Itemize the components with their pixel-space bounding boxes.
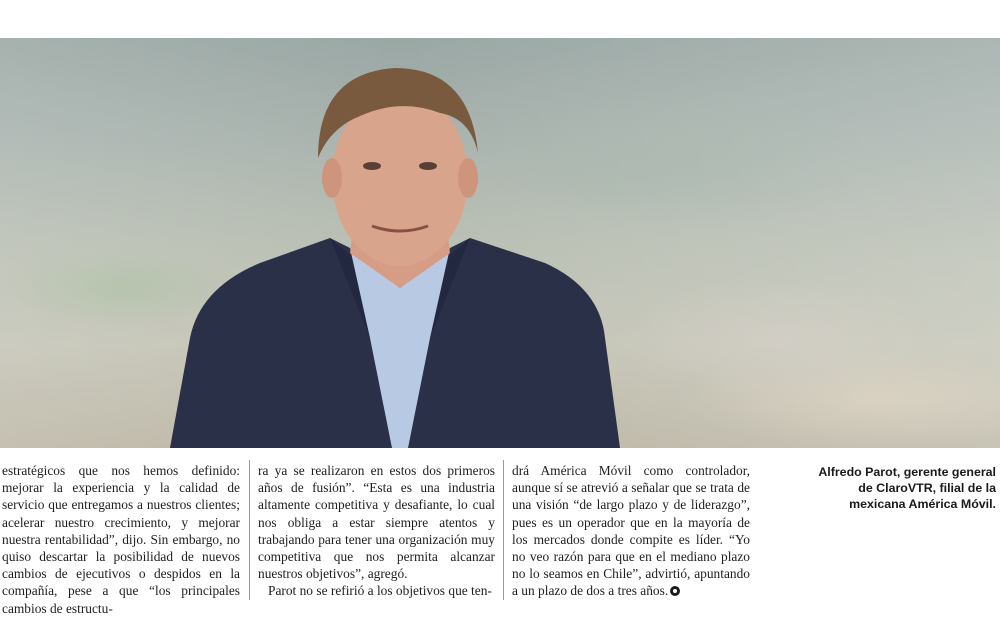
column-divider bbox=[249, 460, 250, 600]
article-column-2 bbox=[258, 462, 495, 600]
photo-caption: Alfredo Parot, gerente general de ClaroVTR, filial de la mexicana América Móvil. bbox=[818, 465, 996, 511]
article-column-1 bbox=[2, 462, 240, 617]
portrait-illustration bbox=[0, 38, 1000, 448]
end-of-article-icon bbox=[670, 586, 680, 596]
column-2-paragraph-1: ra ya se realizaron en estos dos primeros años de fusión”. “Esta es una industria altamente competitiva y desafiante, lo cual nos obliga a estar siempre atentos y trabajando para tener una organización muy competitiva que nos permita alcanzar nuestros objetivos”, agregó. bbox=[258, 463, 495, 582]
column-2-paragraph-2: Parot no se refirió a los objetivos que ten- bbox=[268, 583, 492, 599]
column-1-text: estratégicos que nos hemos definido: mejorar la experiencia y la calidad de servicio que entregamos a nuestros clientes; acelerar nuestro crecimiento, y mejorar nuestra rentabilidad”, dijo. Sin embargo, no quiso descartar la posibilidad de nuevos cambios de ejecutivos o despidos en la compañía, pese a que “los principales cambios de estructu- bbox=[2, 463, 240, 616]
article-photo bbox=[0, 38, 1000, 448]
article-column-3 bbox=[512, 462, 750, 600]
column-divider bbox=[503, 460, 504, 600]
column-3-text: drá América Móvil como controlador, aunque sí se atrevió a señalar que se trata de una visión “de largo plazo y de liderazgo”, pues es un operador que en la mayoría de los mercados donde compite es líder. “Yo no veo razón para que en el mediano plazo no lo seamos en Chile”, advirtió, apuntando a un plazo de dos a tres años. bbox=[512, 463, 750, 599]
